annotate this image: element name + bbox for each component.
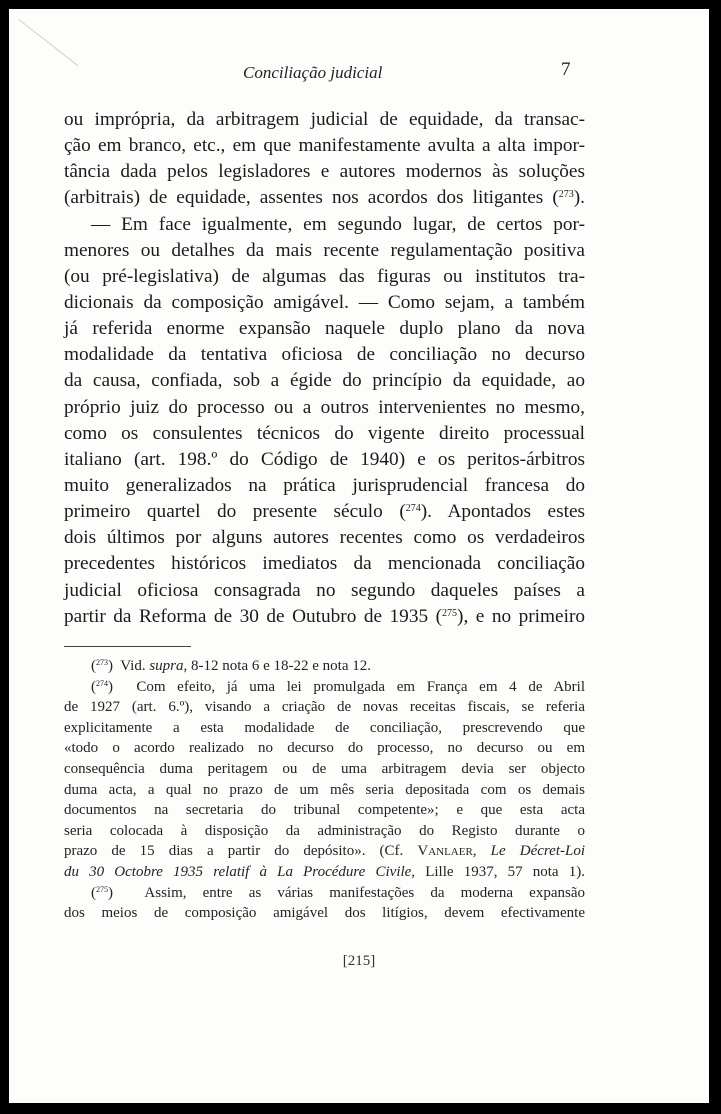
footnote-ref-274: 274	[405, 503, 421, 515]
body-line: menores ou detalhes da mais recente regulamentação positiva	[64, 239, 585, 261]
footnote-line: du 30 Octobre 1935 relatif à La Procédure Civile, Lille 1937, 57 nota 1).	[64, 863, 585, 880]
body-line: muito generalizados na prática jurisprudencial francesa do	[64, 474, 585, 496]
body-line: ção em branco, etc., em que manifestamente avulta a alta impor-	[64, 135, 585, 157]
body-line: — Em face igualmente, em segundo lugar, de certos por-	[91, 213, 585, 235]
footnote-line: dos meios de composição amigável dos litígios, devem efectivamente	[64, 905, 585, 922]
footnote-ref-273: 273	[558, 189, 574, 201]
folio: [215]	[342, 953, 376, 969]
body-line: modalidade da tentativa oficiosa de conciliação no decurso	[64, 344, 585, 366]
footnote-line: documentos na secretaria do tribunal competente»; e que esta acta	[64, 802, 585, 819]
body-line: próprio juiz do processo ou a outros intervenientes no mesmo,	[64, 396, 585, 418]
body-line: partir da Reforma de 30 de Outubro de 1935 ($^{275}$), e no primeiro	[64, 605, 586, 627]
footnote-275: ($^{275}$) Assim, entre as várias manifestações da moderna expansão	[91, 884, 585, 901]
footnote-273: ($^{273}$) Vid. supra, 8-12 nota 6 e 18-22 e nota 12.	[91, 658, 371, 674]
footnote-line: seria colocada à disposição da administração do Registo durante o	[64, 822, 585, 839]
body-line: ou imprópria, da arbitragem judicial de equidade, da transac-	[64, 109, 585, 130]
footnote-line: consequência duma peritagem ou de uma arbitragem devia ser objecto	[64, 760, 585, 777]
body-line: precedentes históricos imediatos da mencionada conciliação	[64, 553, 585, 575]
body-text	[64, 107, 585, 630]
footnote-line: «todo o acordo realizado no decurso do processo, no decurso ou em	[64, 740, 585, 757]
footnotes	[64, 656, 585, 924]
footnote-line: de 1927 (art. 6.º), visando a criação de novas receitas fiscais, se referia	[64, 699, 585, 716]
body-line: italiano (art. 198.º do Código de 1940) e os peritos-árbitros	[64, 448, 585, 470]
body-line: da causa, confiada, sob a égide do princípio da equidade, ao	[64, 370, 585, 392]
running-head: Conciliação judicial	[243, 63, 383, 82]
document-page	[9, 9, 709, 1103]
body-line: judicial oficiosa consagrada no segundo daqueles países a	[64, 579, 585, 601]
body-line: (arbitrais) de equidade, assentes nos acordos dos litigantes ($^{273}$).	[64, 187, 585, 209]
body-line: (ou pré-legislativa) de algumas das figuras ou institutos tra-	[64, 265, 585, 287]
footnote-line: explicitamente a esta modalidade de conciliação, prescrevendo que	[64, 719, 585, 736]
footnote-line: duma acta, a qual no prazo de um mês seria depositada com os demais	[64, 781, 585, 798]
body-line: dois últimos por alguns autores recentes como os verdadeiros	[64, 527, 585, 549]
footnote-line: prazo de 15 dias a partir do depósito». (Cf. Vanlaer, Le Décret-Loi	[64, 843, 585, 860]
body-line: primeiro quartel do presente século ($^{274}$). Apontados estes	[64, 501, 585, 523]
body-line: tância dada pelos legisladores e autores modernos às soluções	[64, 161, 585, 183]
body-line: dicionais da composição amigável. — Como sejam, a também	[64, 291, 585, 313]
body-line: como os consulentes técnicos do vigente direito processual	[64, 422, 585, 444]
footnote-274: ($^{274}$) Com efeito, já uma lei promulgada em França em 4 de Abril	[91, 678, 586, 695]
cited-author: Vanlaer,	[417, 843, 477, 860]
body-line: já referida enorme expansão naquele duplo plano da nova	[64, 318, 585, 340]
footnote-ref-275: 275	[442, 607, 458, 619]
footnote-rule	[64, 646, 191, 647]
page-number: 7	[561, 59, 571, 80]
scan-artifact	[9, 19, 78, 113]
